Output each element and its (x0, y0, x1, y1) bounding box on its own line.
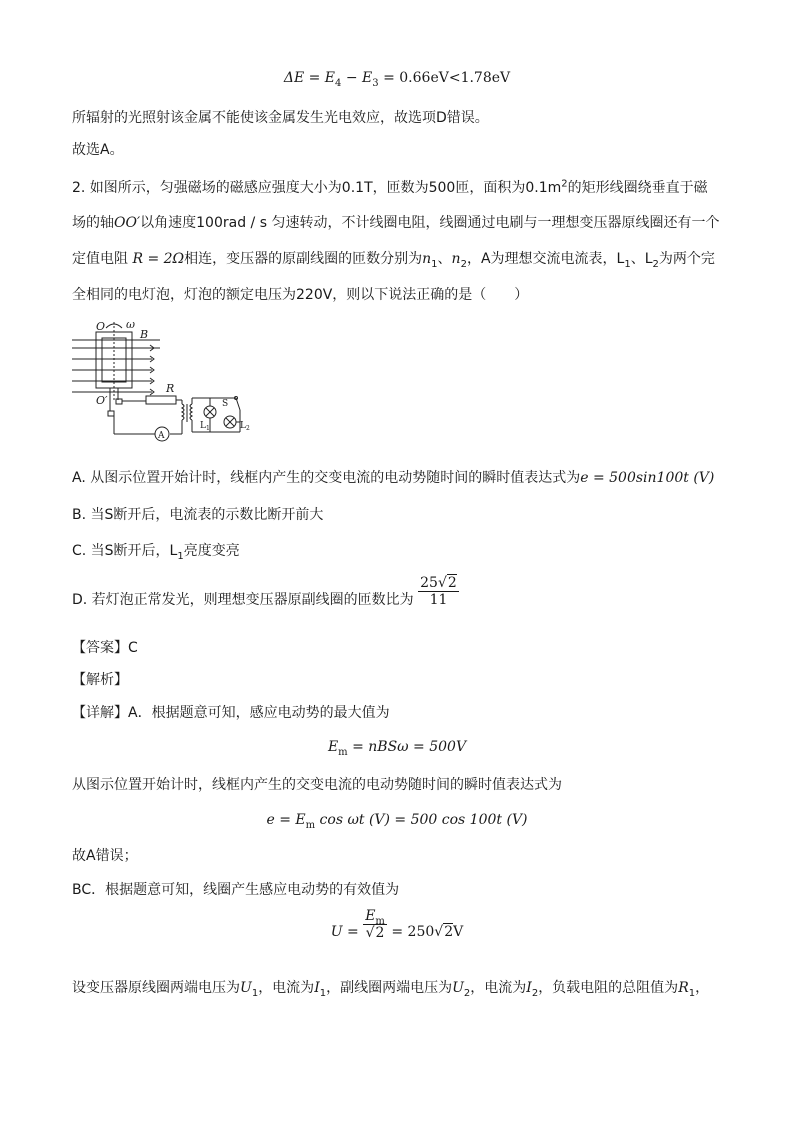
formula-u: U = $\frac{E_m}{√2}$ = 250√2V (330, 907, 464, 941)
text: ， (695, 980, 710, 996)
formula-e (0, 810, 794, 830)
symbol: U (452, 980, 464, 996)
text: 的矩形线圈绕垂直于磁 (567, 180, 708, 196)
formula-part: = 250 (391, 924, 435, 940)
formula-part: = 0.66eV<1.78eV (378, 70, 511, 86)
fraction-denominator: 11 (429, 591, 448, 608)
detail-a: 【详解】A．根据题意可知，感应电动势的最大值为 (72, 705, 390, 721)
text: ，电流为 (470, 980, 527, 996)
subscript: 1 (431, 258, 438, 270)
formula-sub: 4 (335, 77, 342, 89)
formula-part: 2 (444, 924, 454, 940)
symbol: U (240, 980, 252, 996)
from-line: 从图示位置开始计时，线框内产生的交变电流的电动势随时间的瞬时值表达式为 (72, 777, 562, 793)
question-line1 (72, 178, 708, 198)
subscript: 2 (463, 987, 471, 999)
text: 场的轴 (72, 215, 114, 231)
wrong-a: 故A错误； (72, 848, 138, 864)
brush (116, 399, 122, 404)
option-a-formula: e = 500sin100t (V) (580, 470, 715, 486)
subscript: 1 (624, 258, 631, 270)
answer-label: 【答案】C (72, 640, 138, 656)
text: 、L (630, 251, 653, 267)
text: ，A为理想交流电流表，L (466, 251, 625, 267)
text: A. 从图示位置开始计时，线框内产生的交变电流的电动势随时间的瞬时值表达式为 (72, 470, 581, 486)
label-b: B (140, 328, 149, 341)
fraction-numerator: 25√2 (420, 574, 457, 591)
label-l1-sub: 1 (206, 425, 210, 432)
formula-part: V (453, 924, 464, 940)
resistor (146, 396, 176, 404)
text: 2 (447, 574, 457, 591)
formula-part: = nBSω = 500V (347, 739, 467, 755)
symbol: n (422, 251, 432, 267)
label-l2: L (240, 421, 246, 431)
subscript: 1 (177, 550, 184, 562)
subscript: 2 (460, 258, 467, 270)
label-l2-sub: 2 (246, 425, 250, 432)
bc-line: BC．根据题意可知，线圈产生感应电动势的有效值为 (72, 882, 400, 898)
option-a (72, 468, 714, 488)
text: 亮度变亮 (183, 543, 240, 559)
formula-sub: m (305, 819, 316, 831)
question-line2 (72, 213, 719, 233)
text: 设变压器原线圈两端电压为 (72, 980, 240, 996)
label-omega: ω (126, 318, 135, 331)
symbol: n (451, 251, 461, 267)
subscript: 2 (652, 258, 659, 270)
secondary-coil (190, 404, 192, 420)
primary-coil (182, 404, 184, 420)
superscript: 2 (561, 178, 568, 190)
text: ，电流为 (258, 980, 315, 996)
subscript: 1 (688, 987, 696, 999)
formula-part: − E (341, 70, 373, 86)
formula-sub: 3 (372, 77, 379, 89)
option-d-fraction (418, 575, 459, 608)
prev-solution-line2: 故选A。 (72, 142, 124, 158)
option-d (72, 574, 459, 610)
brush (108, 411, 114, 416)
fraction-numerator (363, 908, 387, 925)
symbol: R (678, 980, 689, 996)
top-formula (0, 68, 794, 88)
formula-sub: m (338, 746, 348, 758)
subscript: 1 (251, 987, 259, 999)
formula-part: ΔE = E (283, 70, 336, 86)
label-s: S (222, 399, 229, 409)
symbol: I (314, 980, 320, 996)
text: 相连，变压器的原副线圈的匝数分别为 (184, 251, 423, 267)
text: 以角速度100rad / s 匀速转动，不计线圈电阻，线圈通过电刷与一理想变压器原线圈还有一个 (140, 215, 720, 231)
text: ，负载电阻的总阻值为 (538, 980, 679, 996)
resistance-symbol: R = 2Ω (132, 251, 185, 267)
formula-part: U = (330, 924, 364, 940)
text: ，副线圈两端电压为 (326, 980, 453, 996)
formula-sub: m (375, 915, 385, 927)
formula-emax (0, 737, 794, 757)
text: 2. 如图所示，匀强磁场的磁感应强度大小为0.1T，匝数为500匝，面积为0.1m (72, 180, 562, 196)
text: C. 当S断开后，L (72, 543, 178, 559)
circuit-diagram (70, 318, 260, 442)
label-o: O (96, 320, 106, 333)
option-c (72, 541, 240, 561)
fraction-denominator: √2 (365, 924, 385, 941)
label-a: A (158, 431, 165, 441)
text: 定值电阻 (72, 251, 133, 267)
label-r: R (166, 382, 175, 395)
label-l1: L (200, 421, 206, 431)
text: E (365, 907, 376, 924)
text: D. 若灯泡正常发光，则理想变压器原副线圈的匝数比为 (72, 592, 414, 608)
axis-symbol: OO′ (114, 215, 141, 231)
text: 、 (437, 251, 452, 267)
symbol: I (526, 980, 532, 996)
analysis-label: 【解析】 (72, 672, 128, 688)
text: 为两个完 (658, 251, 715, 267)
subscript: 2 (531, 987, 539, 999)
last-line (72, 978, 709, 998)
formula-part: e = E (266, 812, 306, 828)
option-b: B. 当S断开后，电流表的示数比断开前大 (72, 507, 324, 523)
formula-part: E (327, 739, 339, 755)
text: 2 (375, 924, 385, 941)
formula-part: cos ωt (V) = 500 cos 100t (V) (315, 812, 528, 828)
prev-solution-line1: 所辐射的光照射该金属不能使该金属发生光电效应，故选项D错误。 (72, 110, 489, 126)
question-line3 (72, 249, 715, 269)
subscript: 1 (319, 987, 327, 999)
label-o-prime: O′ (96, 394, 108, 407)
text: 25 (420, 574, 438, 591)
question-line4: 全相同的电灯泡，灯泡的额定电压为220V，则以下说法正确的是（ ） (72, 287, 529, 303)
formula-u-fraction (363, 908, 387, 941)
